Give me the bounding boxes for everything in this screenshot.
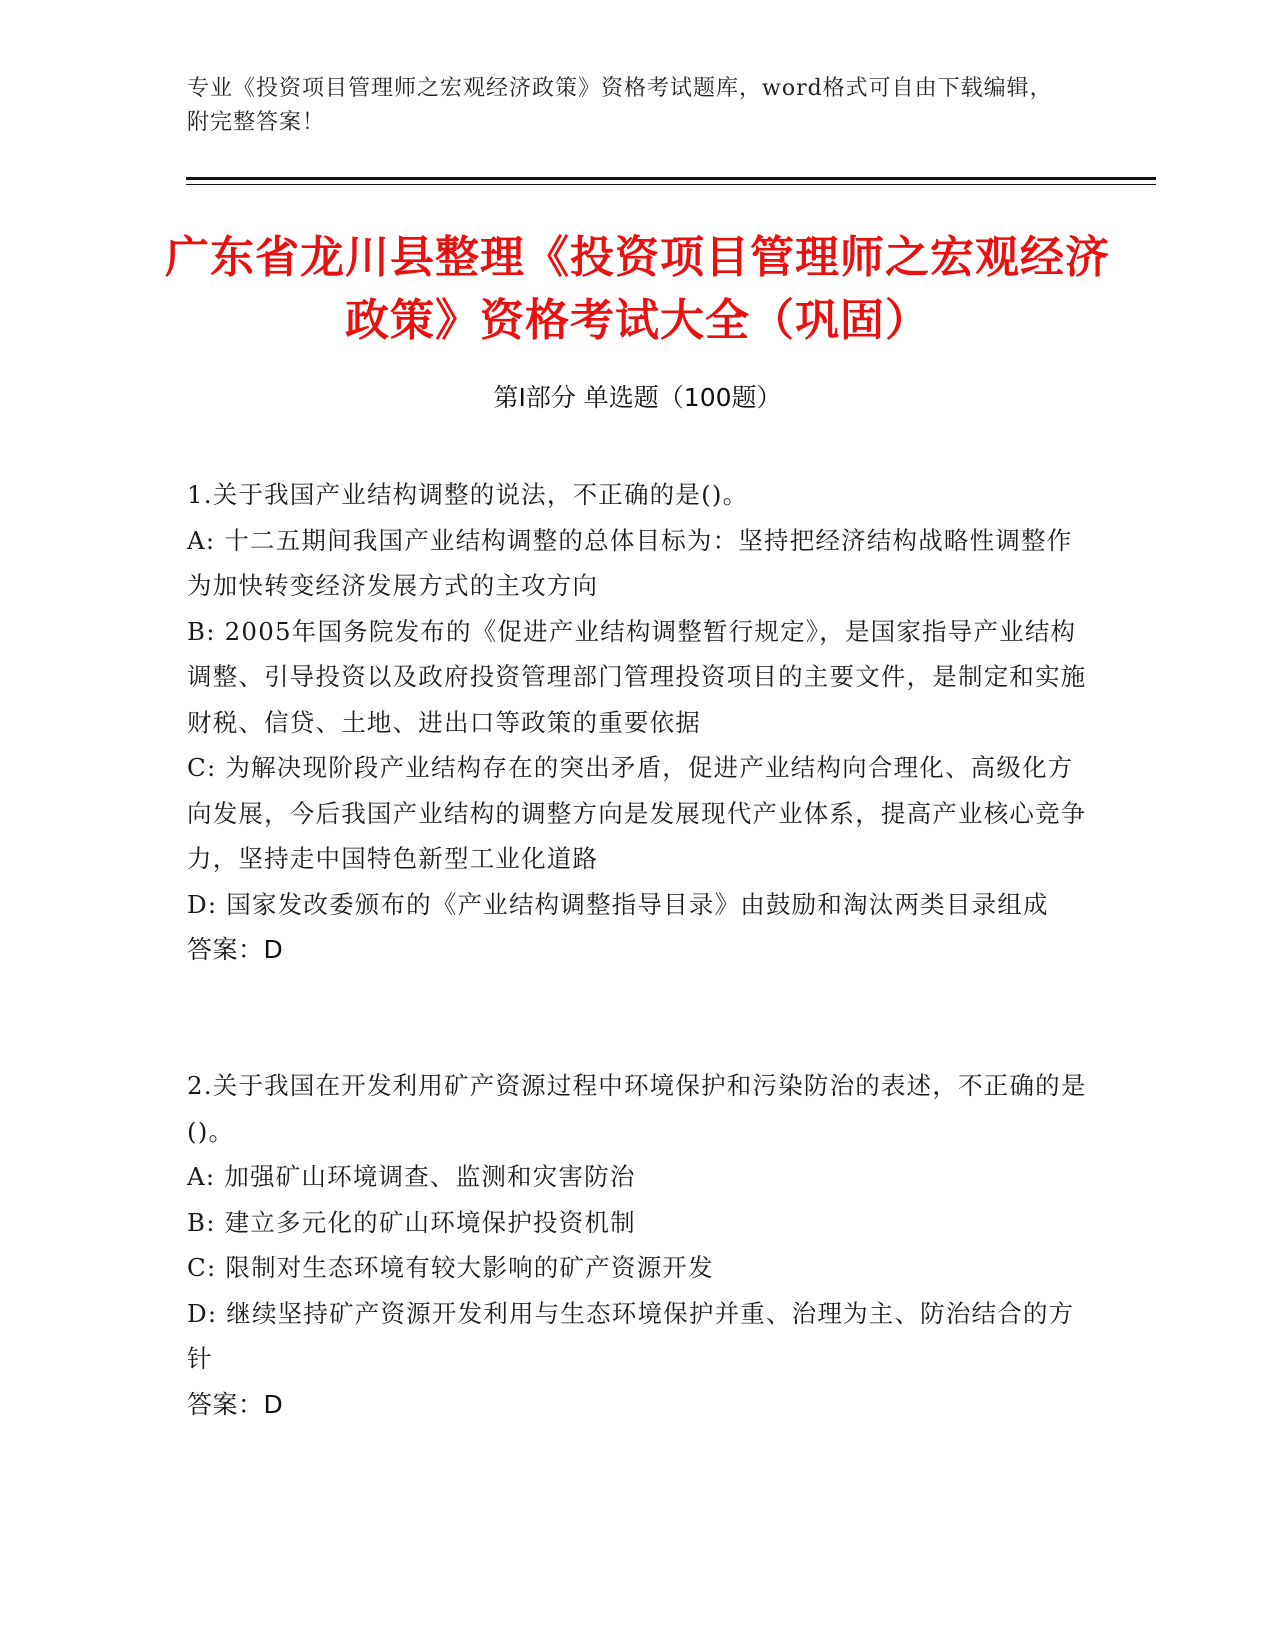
- question-stem: 2.关于我国在开发利用矿产资源过程中环境保护和污染防治的表述，不正确的是()。: [187, 1071, 1087, 1146]
- question-stem: 1.关于我国产业结构调整的说法，不正确的是()。: [187, 480, 749, 509]
- option-c: C: 为解决现阶段产业结构存在的突出矛盾，促进产业结构向合理化、高级化方向发展，今后我国产业结构的调整方向是发展现代产业体系，提高产业核心竞争力，坚持走中国特色新型工业化道路: [187, 753, 1087, 873]
- option-b: B: 建立多元化的矿山环境保护投资机制: [187, 1207, 636, 1237]
- option-d: D: 国家发改委颁布的《产业结构调整指导目录》由鼓励和淘汰两类目录组成: [187, 889, 1049, 919]
- header-rule-thick: [186, 177, 1156, 180]
- header-rule-thin: [186, 184, 1156, 185]
- answer: 答案：D: [187, 935, 284, 964]
- answer: 答案：D: [187, 1389, 284, 1419]
- option-c: C: 限制对生态环境有较大影响的矿产资源开发: [187, 1253, 714, 1282]
- header-note: 专业《投资项目管理师之宏观经济政策》资格考试题库，word格式可自由下载编辑，附完整答案！: [187, 76, 1053, 135]
- question-1: [187, 472, 1087, 973]
- option-d: D: 继续坚持矿产资源开发利用与生态环境保护并重、治理为主、防治结合的方针: [187, 1298, 1075, 1373]
- section-title: 第Ⅰ部分 单选题（100题）: [493, 383, 782, 412]
- document-title: 广东省龙川县整理《投资项目管理师之宏观经济政策》资格考试大全（巩固）: [165, 232, 1110, 346]
- option-b: B: 2005年国务院发布的《促进产业结构调整暂行规定》，是国家指导产业结构调整、引导投资以及政府投资管理部门管理投资项目的主要文件，是制定和实施财税、信贷、土地、进出口等政策的重要依据: [187, 616, 1087, 737]
- question-2: [187, 1063, 1087, 1427]
- option-a: A: 十二五期间我国产业结构调整的总体目标为：坚持把经济结构战略性调整作为加快转变经济发展方式的主攻方向: [187, 525, 1073, 600]
- option-a: A: 加强矿山环境调查、监测和灾害防治: [187, 1162, 636, 1191]
